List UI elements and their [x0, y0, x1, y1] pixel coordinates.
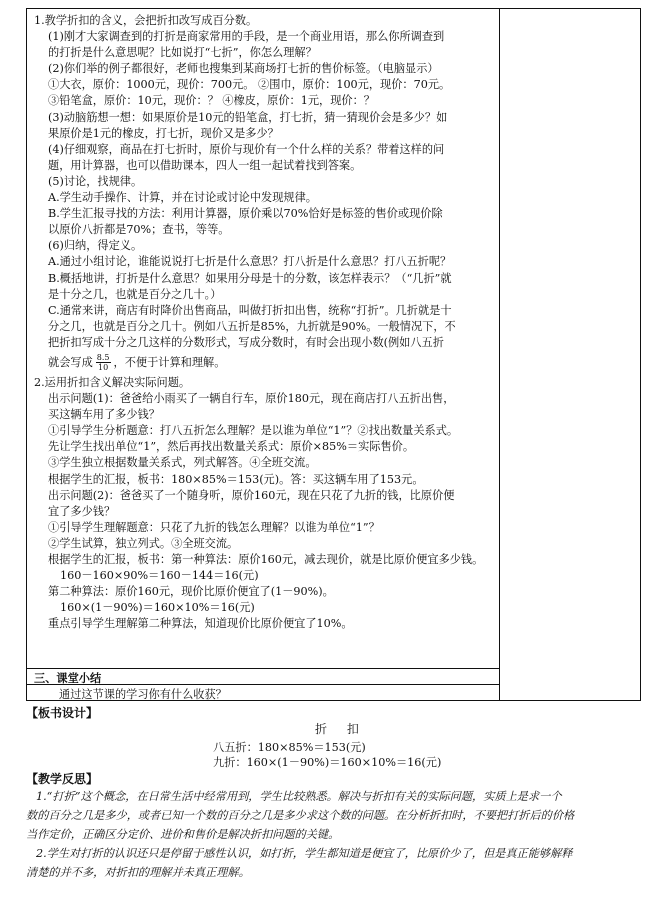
- fraction-after: ，不便于计算和理解。: [113, 355, 226, 369]
- text-line: A.通过小组讨论，谁能说说打七折是什么意思？打八折是什么意思？打八五折呢？: [48, 255, 452, 269]
- text-line: 宜了多少钱？: [48, 504, 116, 518]
- text-line: C.通常来讲，商店有时降价出售商品，叫做打折扣出售，统称“打折”。几折就是十: [48, 303, 452, 317]
- fraction-numerator: 8.5: [96, 353, 110, 363]
- reflection-line: 2.学生对打折的认识还只是停留于感性认识，如打折，学生都知道是便宜了，比原价少了，但是真正能够解释: [36, 847, 573, 860]
- text-line: 第二种算法：原价160元，现价比原价便宜了(1－90%)。: [48, 585, 334, 599]
- reflection-line: 当作定价，正确区分定价、进价和售价是解决折扣问题的关键。: [26, 828, 340, 841]
- text-line: 的打折是什么意思呢？比如说打“七折”，你怎么理解？: [48, 46, 317, 60]
- text-line: 先让学生找出单位“1”，然后再找出数量关系式：原价×85%＝实际售价。: [48, 440, 415, 454]
- text-line: ③铅笔盒，原价：10元，现价：？ ④橡皮，原价：1元，现价：？: [48, 94, 375, 108]
- text-line: ②学生试算，独立列式。③全班交流。: [48, 536, 239, 550]
- text-line: ①引导学生分析题意：打八五折怎么理解？是以谁为单位“1”？②找出数量关系式。: [48, 424, 459, 438]
- text-line: 160－160×90%＝160－144＝16(元): [60, 569, 259, 583]
- text-line: 题，用计算器，也可以借助课本，四人一组一起试着找到答案。: [48, 158, 362, 172]
- text-line: ①引导学生理解题意：只花了九折的钱怎么理解？以谁为单位“1”？: [48, 520, 380, 534]
- fraction-before: 就会写成: [48, 355, 93, 369]
- text-line: 出示问题(2)：爸爸买了一个随身听，原价160元，现在只花了九折的钱，比原价便: [48, 488, 455, 502]
- text-line: (6)归纳，得定义。: [48, 239, 143, 253]
- text-line: 是十分之几，也就是百分之几十。）: [48, 287, 222, 301]
- reflection-line: 数的百分之几是多少，或者已知一个数的百分之几是多少求这个数的问题。在分析折扣时，不要把打折后的价格: [26, 809, 575, 822]
- lesson-content: [34, 13, 494, 632]
- reflection-body: [26, 787, 626, 882]
- text-line: 根据学生的汇报，板书：180×85%＝153(元)。答：买这辆车用了153元。: [48, 472, 424, 486]
- text-line: 1.教学折扣的含义，会把折扣改写成百分数。: [34, 14, 258, 27]
- fraction-line: [34, 351, 494, 375]
- text-line: A.学生动手操作、计算，并在讨论或讨论中发现规律。: [48, 191, 317, 205]
- text-line: (1)刚才大家调查到的打折是商家常用的手段，是一个商业用语，那么你所调查到: [48, 30, 445, 44]
- board-line: 八五折：180×85%＝153(元): [213, 741, 366, 754]
- text-line: ①大衣，原价：1000元，现价：700元。 ②围巾，原价：100元，现价：70元。: [48, 78, 451, 92]
- text-line: (3)动脑筋想一想：如果原价是10元的铅笔盒，打七折，猜一猜现价会是多少？如: [48, 110, 448, 124]
- text-line: 根据学生的汇报，板书：第一种算法：原价160元，减去现价，就是比原价便宜多少钱。: [48, 553, 484, 566]
- text-line: B.学生汇报寻找的方法：利用计算器，原价乘以70%恰好是标签的售价或现价除: [48, 207, 443, 221]
- board-design-heading: 【板书设计】: [26, 706, 99, 720]
- text-line: 果原价是1元的橡皮，打七折，现价又是多少？: [48, 126, 279, 140]
- reflection-line: 清楚的并不多，对折扣的理解并未真正理解。: [26, 866, 250, 879]
- text-line: 买这辆车用了多少钱？: [48, 408, 160, 422]
- reflection-line: 1.“打折”这个概念，在日常生活中经常用到，学生比较熟悉。解决与折扣有关的实际问题，实质上是求一个: [36, 790, 562, 803]
- board-title: 折 扣: [315, 722, 367, 736]
- text-line: ③学生独立根据数量关系式，列式解答。④全班交流。: [48, 456, 317, 470]
- reflection-heading: 【教学反思】: [26, 772, 99, 786]
- fraction-denominator: 10: [98, 363, 109, 373]
- lesson-table: [26, 8, 641, 701]
- text-line: 以原价八折都是70%；查书，等等。: [48, 223, 230, 237]
- text-line: (5)讨论，找规律。: [48, 174, 143, 188]
- row-divider: [27, 684, 499, 685]
- row-divider: [27, 668, 499, 669]
- text-line: 出示问题(1)：爸爸给小雨买了一辆自行车，原价180元，现在商店打八五折出售，: [48, 392, 455, 406]
- fraction: [96, 353, 111, 372]
- summary-question: 通过这节课的学习你有什么收获？: [59, 688, 227, 701]
- column-divider: [499, 9, 500, 700]
- board-line: 九折：160×(1－90%)＝160×10%＝16(元): [213, 756, 442, 769]
- text-line: 2.运用折扣含义解决实际问题。: [34, 375, 191, 389]
- text-line: 把折扣写成十分之几这样的分数形式，写成分数时，有时会出现小数(例如八五折: [48, 335, 444, 349]
- text-line: 160×(1－90%)＝160×10%＝16(元): [60, 601, 255, 615]
- summary-heading: 三、课堂小结: [34, 671, 102, 685]
- text-line: 分之几，也就是百分之几十。例如八五折是85%，九折就是90%。一般情况下，不: [48, 319, 456, 333]
- text-line: (4)仔细观察，商品在打七折时，原价与现价有一个什么样的关系？带着这样的问: [48, 142, 445, 156]
- text-line: B.概括地讲，打折是什么意思？如果用分母是十的分数，该怎样表示？（“几折”就: [48, 271, 452, 285]
- text-line: (2)你们举的例子都很好，老师也搜集到某商场打七折的售价标签。（电脑显示）: [48, 62, 439, 76]
- text-line: 重点引导学生理解第二种算法，知道现价比原价便宜了10%。: [48, 617, 353, 631]
